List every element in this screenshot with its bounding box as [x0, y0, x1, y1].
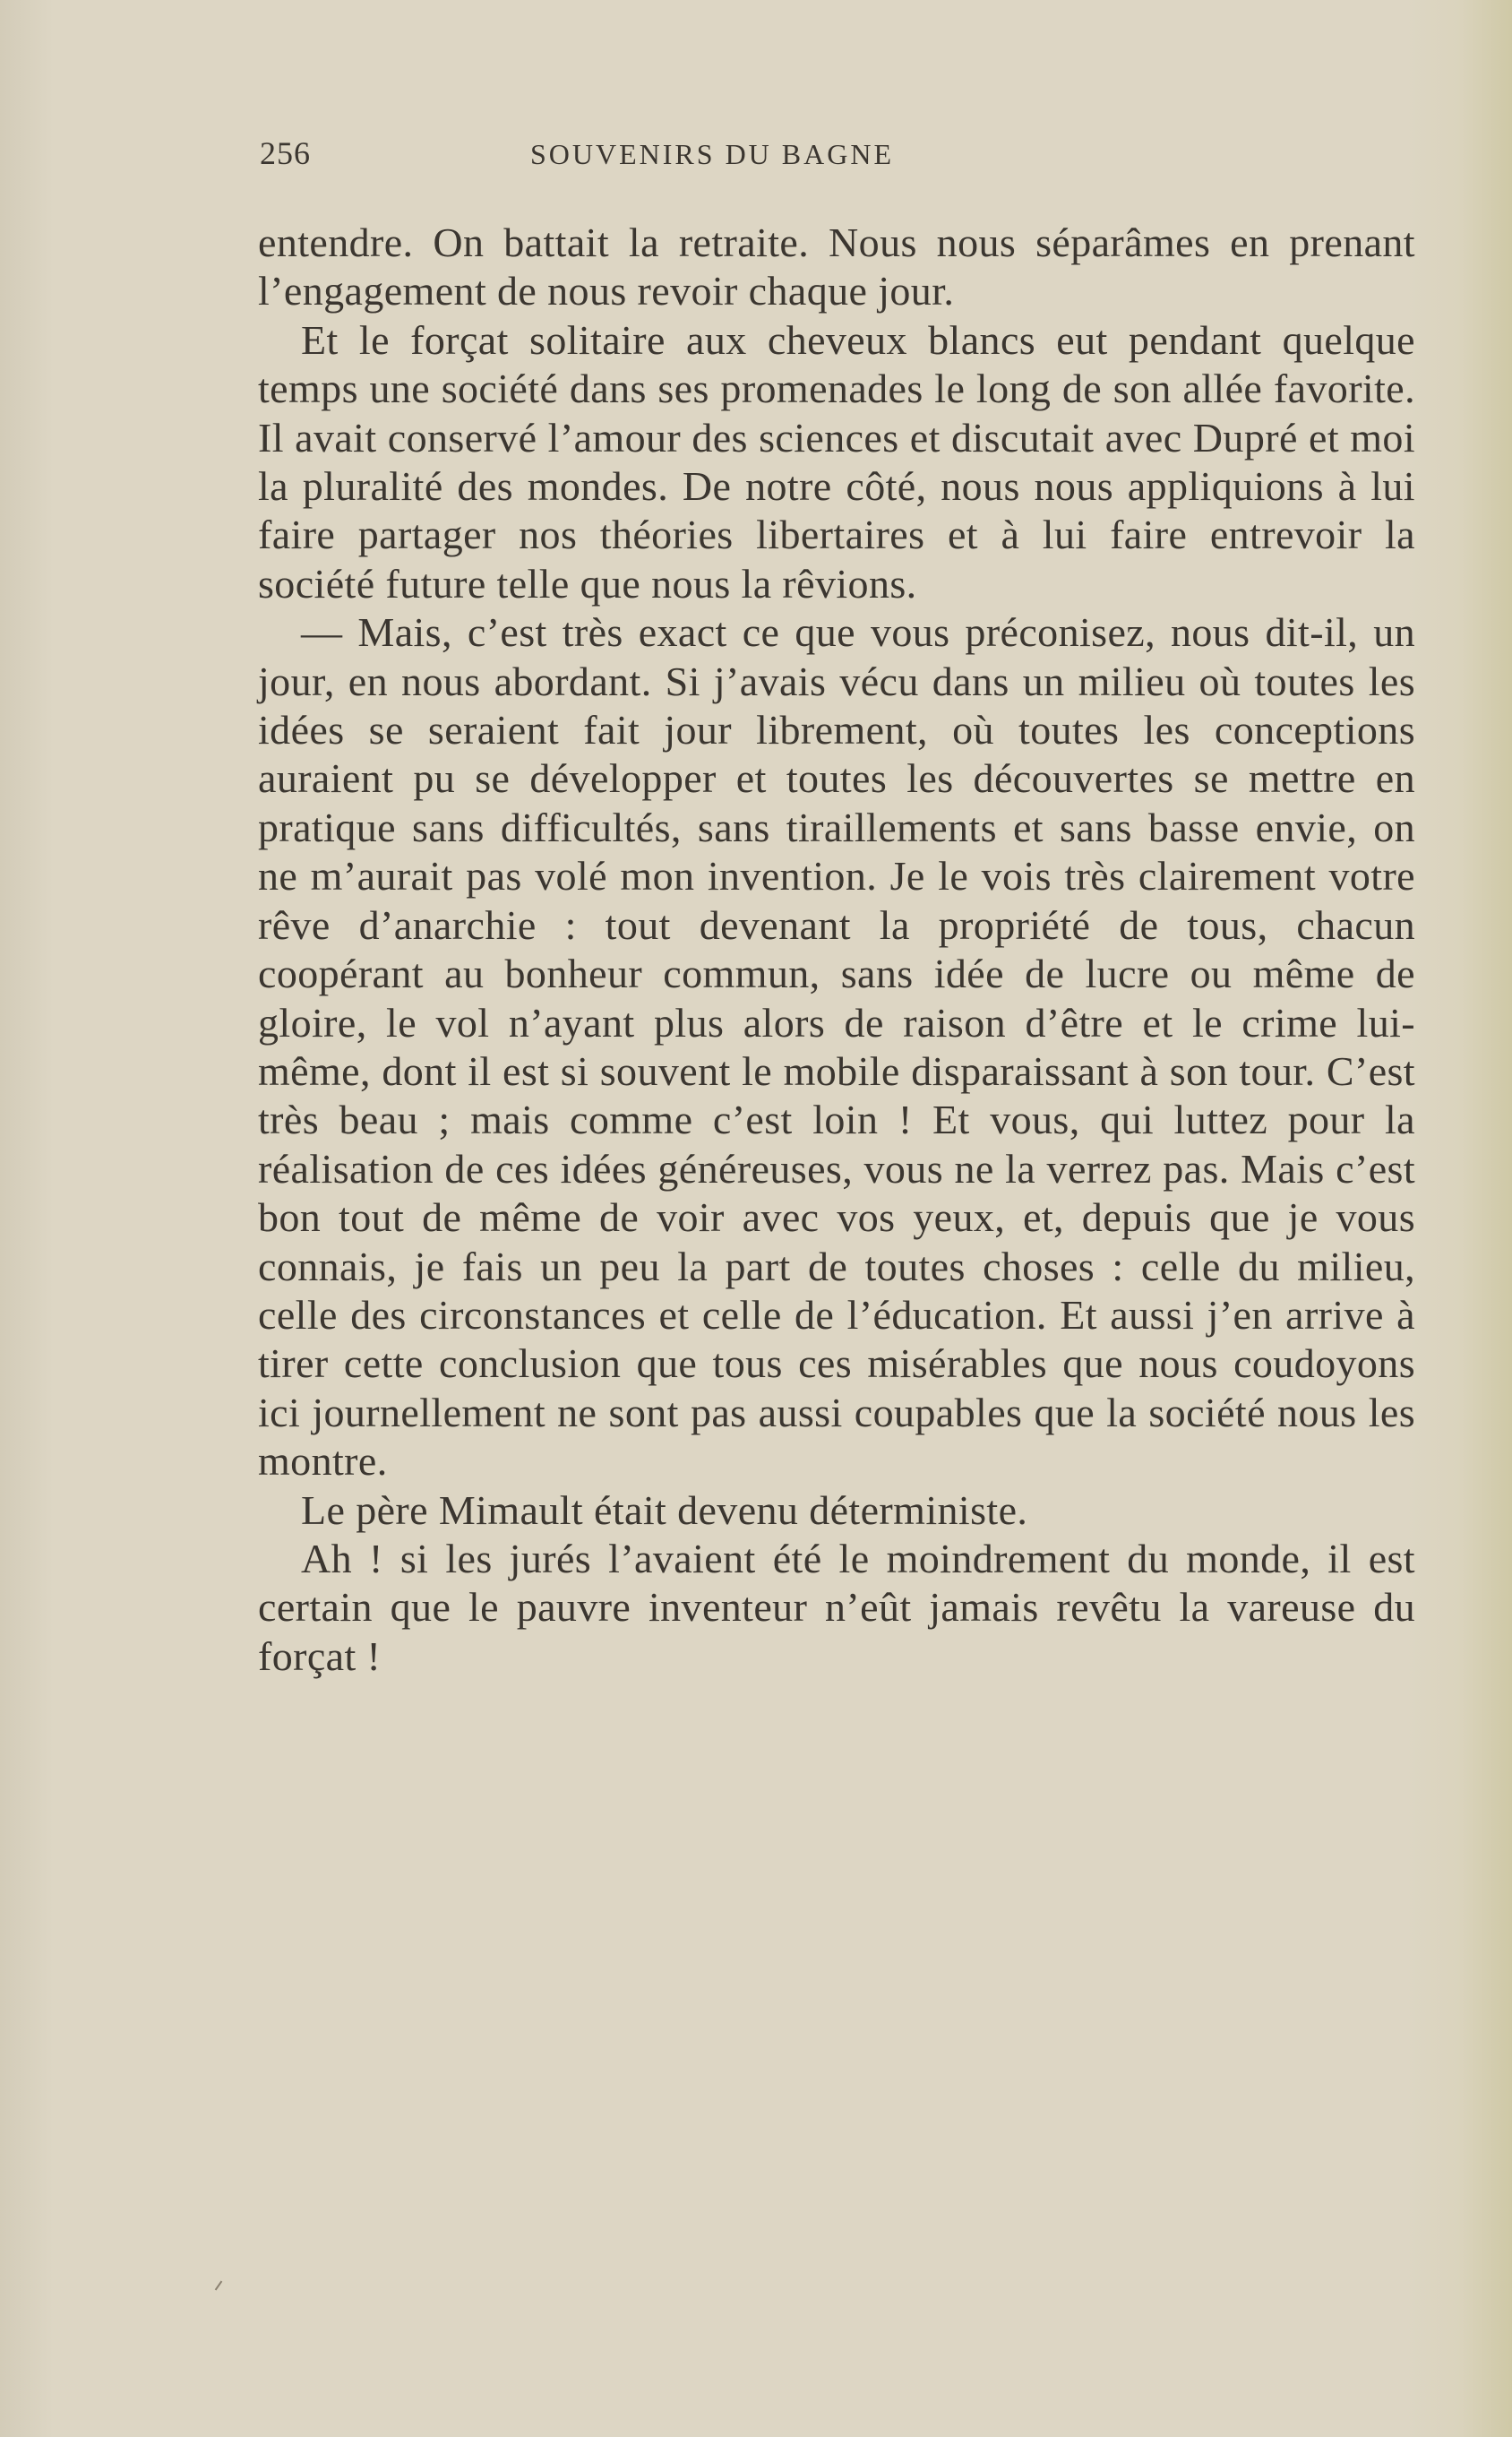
paragraph: Le père Mimault était devenu déterministe. — [301, 1486, 1028, 1533]
paragraph-dialogue: — Mais, c’est très exact ce que vous préconisez, nous dit-il, un jour, en nous abordant. Si j’avais vécu dans un milieu où toutes les idées se seraient fait jour librement, où toutes les conceptions auraient pu se développer et toutes les découvertes se mettre en pratique sans difficultés, sans tiraillements et sans basse envie, on ne m’aurait pas volé mon invention. Je le vois très clairement votre rêve d’anarchie : tout devenant la propriété de tous, chacun coopérant au bonheur commun, sans idée de lucre ou même de gloire, le vol n’ayant plus alors de raison d’être et le crime lui-même, dont il est si souvent le mobile disparaissant à son tour. C’est très beau ; mais comme c’est loin ! Et vous, qui luttez pour la réalisation de ces idées généreuses, vous ne la verrez pas. Mais c’est bon tout de même de voir avec vos yeux, et, depuis que je vous connais, je fais un peu la part de toutes choses : celle du milieu, celle des circonstances et celle de l’éducation. Et aussi j’en arrive à tirer cette conclusion que tous ces misérables que nous coudoyons ici journellement ne sont pas aussi coupables que la société nous les montre. — [258, 609, 1415, 1485]
paragraph: Et le forçat solitaire aux cheveux blancs eut pendant quelque temps une société dans ses promenades le long de son allée favorite. Il avait conservé l’amour des sciences et discutait avec Dupré et moi la pluralité des mondes. De notre côté, nous nous appliquions à lui faire partager nos théories libertaires et à lui faire entrevoir la société future telle que nous la rêvions. — [258, 316, 1415, 607]
paragraph-continuation: entendre. On battait la retraite. Nous nous séparâmes en prenant l’engagement de nous revoir chaque jour. — [258, 220, 1415, 314]
page-header — [260, 134, 1415, 179]
stray-mark — [215, 2281, 223, 2291]
paragraph: Ah ! si les jurés l’avaient été le moindrement du monde, il est certain que le pauvre inventeur n’eût jamais revêtu la vareuse du forçat ! — [258, 1535, 1415, 1679]
body-text — [258, 219, 1415, 1681]
running-title: SOUVENIRS DU BAGNE — [529, 138, 894, 170]
page-number: 256 — [260, 135, 311, 171]
